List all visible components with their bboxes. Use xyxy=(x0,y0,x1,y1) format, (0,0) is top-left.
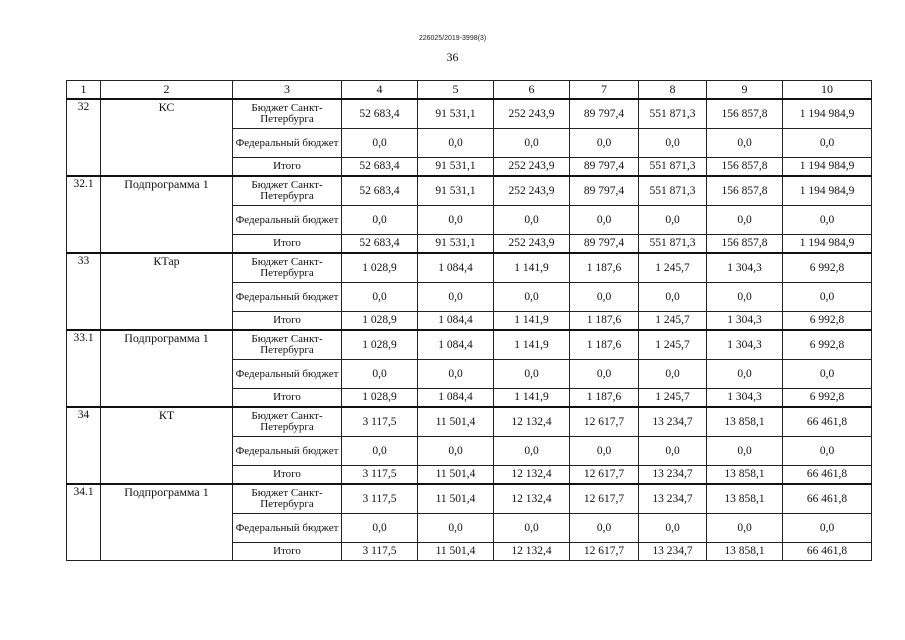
value-cell: 0,0 xyxy=(494,129,570,158)
value-cell: 0,0 xyxy=(783,129,872,158)
column-header: 8 xyxy=(639,81,707,100)
value-cell: 0,0 xyxy=(494,283,570,312)
table-row xyxy=(67,484,872,514)
value-cell: 551 871,3 xyxy=(639,99,707,129)
value-cell: 89 797,4 xyxy=(570,158,639,177)
funding-source: Бюджет Санкт-Петербурга xyxy=(233,253,342,283)
value-cell: 52 683,4 xyxy=(342,176,418,206)
value-cell: 1 245,7 xyxy=(639,253,707,283)
column-header: 5 xyxy=(418,81,494,100)
value-cell: 0,0 xyxy=(783,283,872,312)
column-header: 4 xyxy=(342,81,418,100)
value-cell: 0,0 xyxy=(418,514,494,543)
funding-source: Федеральный бюджет xyxy=(233,206,342,235)
value-cell: 66 461,8 xyxy=(783,466,872,485)
value-cell: 91 531,1 xyxy=(418,235,494,254)
value-cell: 13 858,1 xyxy=(707,543,783,561)
budget-table xyxy=(66,80,872,561)
value-cell: 0,0 xyxy=(418,206,494,235)
value-cell: 12 132,4 xyxy=(494,407,570,437)
value-cell: 13 858,1 xyxy=(707,484,783,514)
value-cell: 0,0 xyxy=(342,129,418,158)
value-cell: 1 141,9 xyxy=(494,253,570,283)
page-number: 36 xyxy=(446,50,459,64)
value-cell: 1 194 984,9 xyxy=(783,176,872,206)
value-cell: 0,0 xyxy=(639,437,707,466)
value-cell: 1 084,4 xyxy=(418,330,494,360)
value-cell: 1 194 984,9 xyxy=(783,235,872,254)
value-cell: 0,0 xyxy=(707,437,783,466)
row-number: 33.1 xyxy=(67,330,101,407)
funding-source: Федеральный бюджет xyxy=(233,360,342,389)
value-cell: 252 243,9 xyxy=(494,99,570,129)
value-cell: 6 992,8 xyxy=(783,312,872,331)
row-name: КТ xyxy=(101,407,233,484)
value-cell: 11 501,4 xyxy=(418,466,494,485)
value-cell: 0,0 xyxy=(342,514,418,543)
value-cell: 6 992,8 xyxy=(783,253,872,283)
value-cell: 6 992,8 xyxy=(783,389,872,408)
value-cell: 1 245,7 xyxy=(639,389,707,408)
value-cell: 66 461,8 xyxy=(783,484,872,514)
value-cell: 551 871,3 xyxy=(639,235,707,254)
value-cell: 89 797,4 xyxy=(570,235,639,254)
value-cell: 0,0 xyxy=(494,514,570,543)
value-cell: 156 857,8 xyxy=(707,158,783,177)
value-cell: 252 243,9 xyxy=(494,158,570,177)
value-cell: 551 871,3 xyxy=(639,158,707,177)
value-cell: 52 683,4 xyxy=(342,158,418,177)
value-cell: 1 187,6 xyxy=(570,330,639,360)
column-header: 1 xyxy=(67,81,101,100)
funding-source: Бюджет Санкт-Петербурга xyxy=(233,407,342,437)
value-cell: 89 797,4 xyxy=(570,176,639,206)
funding-source: Федеральный бюджет xyxy=(233,514,342,543)
value-cell: 6 992,8 xyxy=(783,330,872,360)
value-cell: 252 243,9 xyxy=(494,235,570,254)
value-cell: 0,0 xyxy=(342,283,418,312)
value-cell: 0,0 xyxy=(570,129,639,158)
value-cell: 0,0 xyxy=(342,437,418,466)
value-cell: 52 683,4 xyxy=(342,235,418,254)
row-number: 34.1 xyxy=(67,484,101,561)
value-cell: 1 187,6 xyxy=(570,253,639,283)
value-cell: 12 617,7 xyxy=(570,484,639,514)
value-cell: 0,0 xyxy=(570,360,639,389)
value-cell: 1 304,3 xyxy=(707,389,783,408)
value-cell: 3 117,5 xyxy=(342,466,418,485)
value-cell: 11 501,4 xyxy=(418,543,494,561)
value-cell: 1 141,9 xyxy=(494,389,570,408)
column-header: 9 xyxy=(707,81,783,100)
funding-source: Итого xyxy=(233,389,342,408)
value-cell: 156 857,8 xyxy=(707,235,783,254)
value-cell: 156 857,8 xyxy=(707,99,783,129)
value-cell: 1 028,9 xyxy=(342,253,418,283)
value-cell: 0,0 xyxy=(494,360,570,389)
value-cell: 0,0 xyxy=(783,206,872,235)
value-cell: 0,0 xyxy=(418,360,494,389)
value-cell: 1 028,9 xyxy=(342,389,418,408)
value-cell: 1 245,7 xyxy=(639,312,707,331)
funding-source: Бюджет Санкт-Петербурга xyxy=(233,99,342,129)
funding-source: Бюджет Санкт-Петербурга xyxy=(233,176,342,206)
value-cell: 1 304,3 xyxy=(707,330,783,360)
funding-source: Итого xyxy=(233,312,342,331)
value-cell: 0,0 xyxy=(707,360,783,389)
value-cell: 91 531,1 xyxy=(418,99,494,129)
value-cell: 1 028,9 xyxy=(342,330,418,360)
funding-source: Федеральный бюджет xyxy=(233,283,342,312)
value-cell: 1 141,9 xyxy=(494,330,570,360)
value-cell: 0,0 xyxy=(570,206,639,235)
value-cell: 0,0 xyxy=(783,437,872,466)
value-cell: 0,0 xyxy=(570,514,639,543)
funding-source: Итого xyxy=(233,235,342,254)
value-cell: 1 194 984,9 xyxy=(783,99,872,129)
table-row xyxy=(67,407,872,437)
table-row xyxy=(67,253,872,283)
row-name: Подпрограмма 1 xyxy=(101,176,233,253)
value-cell: 52 683,4 xyxy=(342,99,418,129)
column-header: 7 xyxy=(570,81,639,100)
value-cell: 11 501,4 xyxy=(418,484,494,514)
value-cell: 1 084,4 xyxy=(418,389,494,408)
value-cell: 13 234,7 xyxy=(639,543,707,561)
row-number: 32 xyxy=(67,99,101,176)
row-name: КС xyxy=(101,99,233,176)
value-cell: 0,0 xyxy=(639,514,707,543)
value-cell: 0,0 xyxy=(707,129,783,158)
value-cell: 3 117,5 xyxy=(342,407,418,437)
value-cell: 12 617,7 xyxy=(570,466,639,485)
funding-source: Итого xyxy=(233,158,342,177)
row-name: Подпрограмма 1 xyxy=(101,330,233,407)
value-cell: 0,0 xyxy=(783,360,872,389)
value-cell: 0,0 xyxy=(494,206,570,235)
column-header: 10 xyxy=(783,81,872,100)
value-cell: 1 084,4 xyxy=(418,253,494,283)
value-cell: 0,0 xyxy=(418,129,494,158)
value-cell: 1 187,6 xyxy=(570,389,639,408)
funding-source: Федеральный бюджет xyxy=(233,129,342,158)
value-cell: 1 304,3 xyxy=(707,253,783,283)
value-cell: 0,0 xyxy=(570,437,639,466)
value-cell: 12 132,4 xyxy=(494,484,570,514)
document-id: 226025/2019-3998(3) xyxy=(418,35,487,42)
value-cell: 0,0 xyxy=(707,514,783,543)
value-cell: 0,0 xyxy=(639,360,707,389)
table-row xyxy=(67,176,872,206)
value-cell: 1 194 984,9 xyxy=(783,158,872,177)
row-name: Подпрограмма 1 xyxy=(101,484,233,561)
value-cell: 0,0 xyxy=(570,283,639,312)
value-cell: 0,0 xyxy=(494,437,570,466)
value-cell: 0,0 xyxy=(418,283,494,312)
value-cell: 156 857,8 xyxy=(707,176,783,206)
value-cell: 3 117,5 xyxy=(342,484,418,514)
row-name: КТар xyxy=(101,253,233,330)
table-row xyxy=(67,330,872,360)
funding-source: Федеральный бюджет xyxy=(233,437,342,466)
value-cell: 0,0 xyxy=(783,514,872,543)
row-number: 32.1 xyxy=(67,176,101,253)
value-cell: 1 084,4 xyxy=(418,312,494,331)
value-cell: 13 234,7 xyxy=(639,466,707,485)
value-cell: 1 028,9 xyxy=(342,312,418,331)
funding-source: Итого xyxy=(233,543,342,561)
value-cell: 89 797,4 xyxy=(570,99,639,129)
value-cell: 1 141,9 xyxy=(494,312,570,331)
value-cell: 13 234,7 xyxy=(639,407,707,437)
row-number: 34 xyxy=(67,407,101,484)
value-cell: 0,0 xyxy=(418,437,494,466)
value-cell: 3 117,5 xyxy=(342,543,418,561)
value-cell: 13 234,7 xyxy=(639,484,707,514)
funding-source: Итого xyxy=(233,466,342,485)
funding-source: Бюджет Санкт-Петербурга xyxy=(233,484,342,514)
funding-source: Бюджет Санкт-Петербурга xyxy=(233,330,342,360)
value-cell: 0,0 xyxy=(342,360,418,389)
column-header: 6 xyxy=(494,81,570,100)
value-cell: 12 132,4 xyxy=(494,543,570,561)
value-cell: 1 245,7 xyxy=(639,330,707,360)
table-body xyxy=(67,99,872,561)
value-cell: 13 858,1 xyxy=(707,466,783,485)
row-number: 33 xyxy=(67,253,101,330)
value-cell: 12 617,7 xyxy=(570,407,639,437)
column-number-row xyxy=(67,81,872,100)
value-cell: 12 132,4 xyxy=(494,466,570,485)
value-cell: 551 871,3 xyxy=(639,176,707,206)
value-cell: 0,0 xyxy=(707,206,783,235)
value-cell: 11 501,4 xyxy=(418,407,494,437)
value-cell: 0,0 xyxy=(342,206,418,235)
value-cell: 1 304,3 xyxy=(707,312,783,331)
value-cell: 0,0 xyxy=(639,129,707,158)
value-cell: 91 531,1 xyxy=(418,158,494,177)
value-cell: 66 461,8 xyxy=(783,543,872,561)
value-cell: 12 617,7 xyxy=(570,543,639,561)
value-cell: 66 461,8 xyxy=(783,407,872,437)
column-header: 3 xyxy=(233,81,342,100)
table-row xyxy=(67,99,872,129)
value-cell: 91 531,1 xyxy=(418,176,494,206)
value-cell: 0,0 xyxy=(707,283,783,312)
value-cell: 13 858,1 xyxy=(707,407,783,437)
value-cell: 1 187,6 xyxy=(570,312,639,331)
value-cell: 0,0 xyxy=(639,283,707,312)
value-cell: 0,0 xyxy=(639,206,707,235)
column-header: 2 xyxy=(101,81,233,100)
value-cell: 252 243,9 xyxy=(494,176,570,206)
